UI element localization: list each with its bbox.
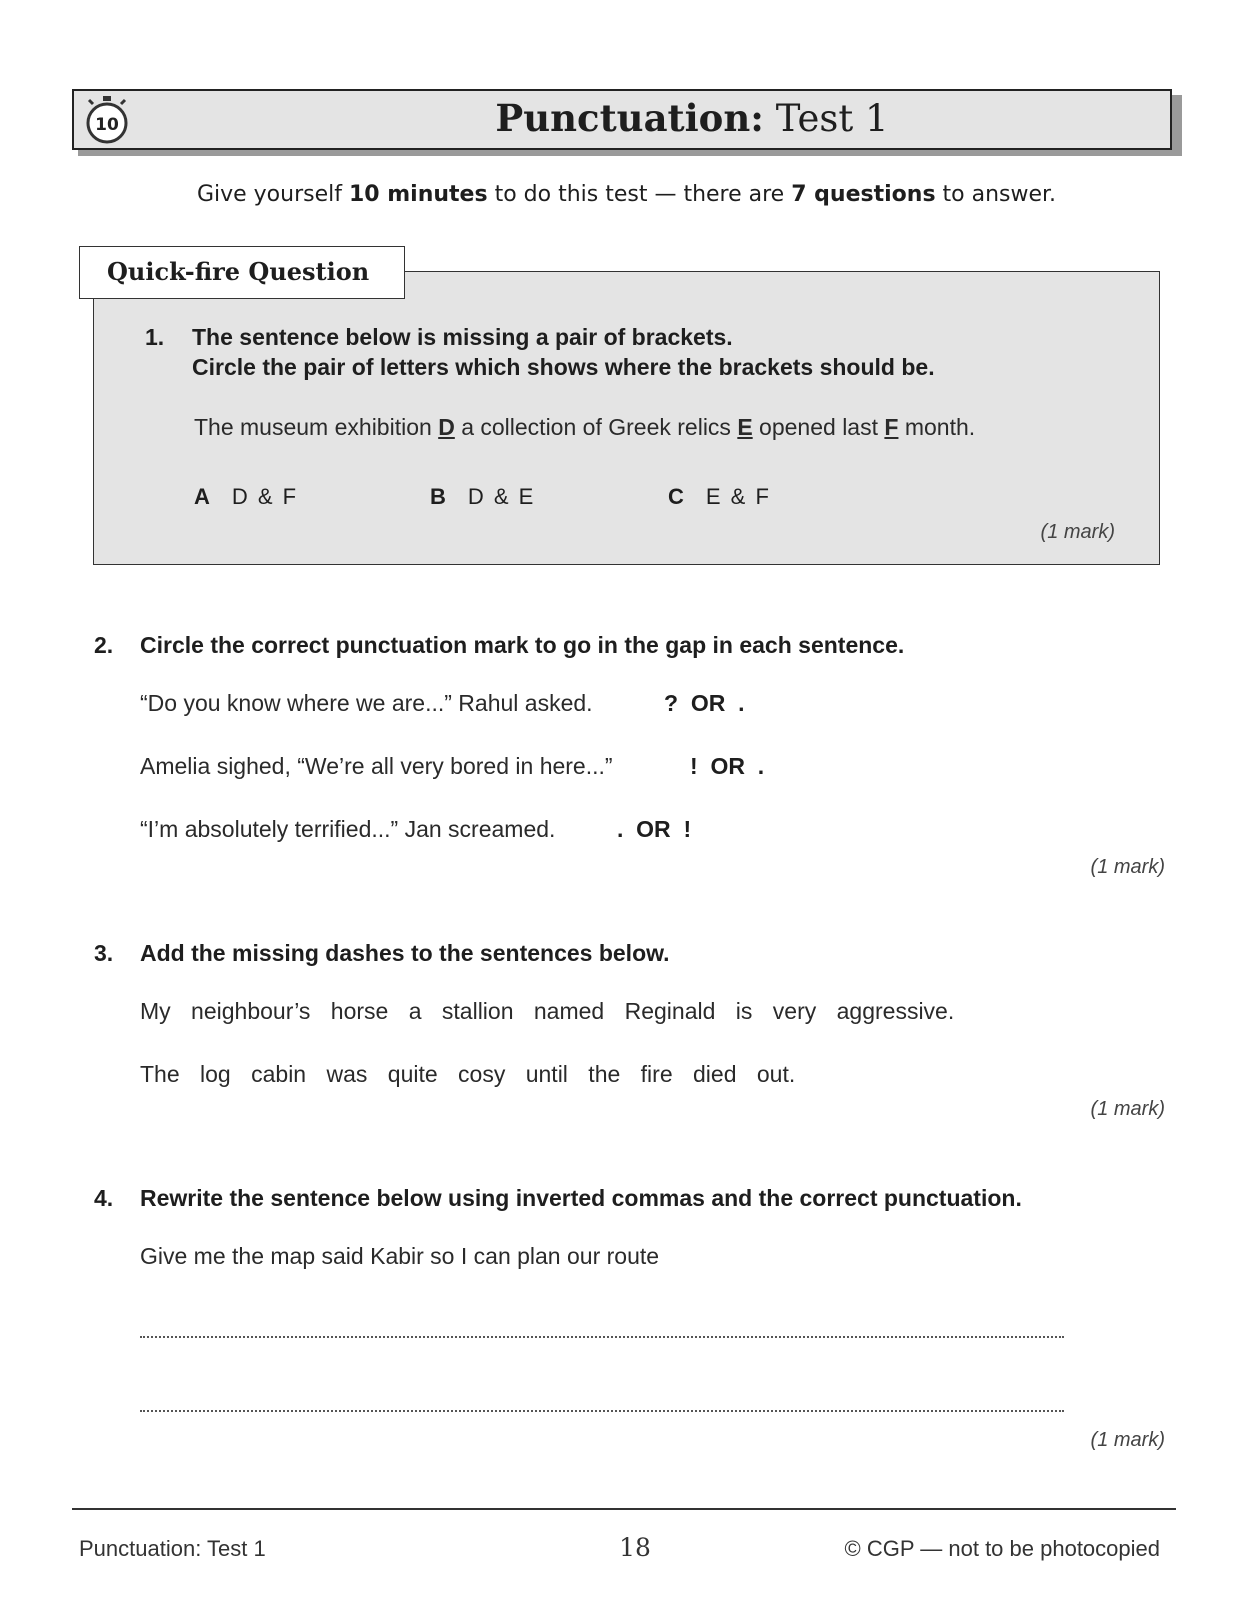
sentence-part1: The museum exhibition bbox=[194, 414, 439, 440]
question-4-mark: (1 mark) bbox=[1090, 1429, 1165, 1451]
sentence-text: Amelia sighed, “We’re all very bored in here bbox=[140, 753, 586, 779]
option-text: E & F bbox=[705, 484, 771, 509]
question-1-number: 1. bbox=[145, 324, 165, 350]
option-text: D & F bbox=[231, 484, 299, 509]
bracket-option-d[interactable]: D bbox=[438, 414, 455, 440]
question-1-mark: (1 mark) bbox=[1040, 521, 1115, 543]
punctuation-gap[interactable]: ... bbox=[425, 690, 445, 716]
instruction-part1: Give yourself bbox=[196, 182, 349, 207]
answer-line-1[interactable] bbox=[140, 1336, 1064, 1338]
bracket-option-f[interactable]: F bbox=[884, 414, 899, 440]
question-2-mark: (1 mark) bbox=[1090, 856, 1165, 878]
punctuation-gap[interactable]: ... bbox=[371, 816, 391, 842]
bracket-option-e[interactable]: E bbox=[737, 414, 753, 440]
answer-line-2[interactable] bbox=[140, 1410, 1064, 1412]
timer-value: 10 bbox=[95, 115, 119, 135]
title-main: Punctuation: bbox=[495, 96, 764, 140]
answer-option-b[interactable] bbox=[430, 484, 535, 510]
question-3-mark: (1 mark) bbox=[1090, 1098, 1165, 1120]
sentence-text: “I’m absolutely terrified bbox=[140, 816, 372, 842]
option-letter: B bbox=[430, 484, 446, 509]
page-number: 18 bbox=[619, 1533, 651, 1562]
footer-divider bbox=[72, 1508, 1176, 1510]
q2-sentence-2 bbox=[140, 753, 613, 780]
question-4-number: 4. bbox=[94, 1185, 114, 1211]
answer-option-a[interactable] bbox=[194, 484, 298, 510]
question-1-line2: Circle the pair of letters which shows where the brackets should be. bbox=[192, 354, 935, 380]
test-instruction bbox=[0, 182, 1253, 207]
q2-choice-1[interactable]: ? OR . bbox=[664, 690, 745, 716]
q3-sentence-2: The log cabin was quite cosy until the fire died out. bbox=[140, 1061, 796, 1087]
sentence-text: ” Jan screamed. bbox=[390, 816, 556, 842]
title-sub: Test 1 bbox=[775, 97, 889, 140]
question-1-sentence bbox=[194, 414, 975, 441]
q3-sentence-1: My neighbour’s horse a stallion named Reginald is very aggressive. bbox=[140, 998, 955, 1024]
question-2-prompt: Circle the correct punctuation mark to go in the gap in each sentence. bbox=[140, 632, 905, 658]
question-3-number: 3. bbox=[94, 940, 114, 966]
page-title bbox=[72, 89, 1253, 150]
question-2-number: 2. bbox=[94, 632, 114, 658]
punctuation-gap[interactable]: ... bbox=[585, 753, 605, 779]
sentence-part3: opened last bbox=[752, 414, 885, 440]
sentence-part2: a collection of Greek relics bbox=[454, 414, 738, 440]
question-3-prompt: Add the missing dashes to the sentences below. bbox=[140, 940, 670, 966]
instruction-part3: to answer. bbox=[935, 182, 1057, 207]
question-1-line1: The sentence below is missing a pair of brackets. bbox=[192, 324, 733, 350]
footer-section-title: Punctuation: Test 1 bbox=[79, 1536, 266, 1561]
option-letter: C bbox=[668, 484, 684, 509]
sentence-part4: month. bbox=[898, 414, 976, 440]
instruction-questions: 7 questions bbox=[791, 182, 936, 207]
instruction-part2: to do this test — there are bbox=[487, 182, 792, 207]
answer-option-c[interactable] bbox=[668, 484, 771, 510]
footer-copyright: © CGP — not to be photocopied bbox=[844, 1536, 1160, 1561]
quick-fire-tab: Quick-fire Question bbox=[79, 246, 405, 299]
q4-sentence: Give me the map said Kabir so I can plan our route bbox=[140, 1243, 660, 1269]
question-4-prompt: Rewrite the sentence below using inverted commas and the correct punctuation. bbox=[140, 1185, 1022, 1211]
q2-choice-3[interactable]: . OR ! bbox=[617, 816, 692, 842]
sentence-text: ” bbox=[604, 753, 613, 779]
sentence-text: “Do you know where we are bbox=[140, 690, 426, 716]
option-letter: A bbox=[194, 484, 210, 509]
sentence-text: ” Rahul asked. bbox=[444, 690, 593, 716]
q2-sentence-1 bbox=[140, 690, 593, 717]
q2-choice-2[interactable]: ! OR . bbox=[690, 753, 765, 779]
q2-sentence-3 bbox=[140, 816, 555, 843]
instruction-minutes: 10 minutes bbox=[348, 182, 488, 207]
option-text: D & E bbox=[467, 484, 536, 509]
